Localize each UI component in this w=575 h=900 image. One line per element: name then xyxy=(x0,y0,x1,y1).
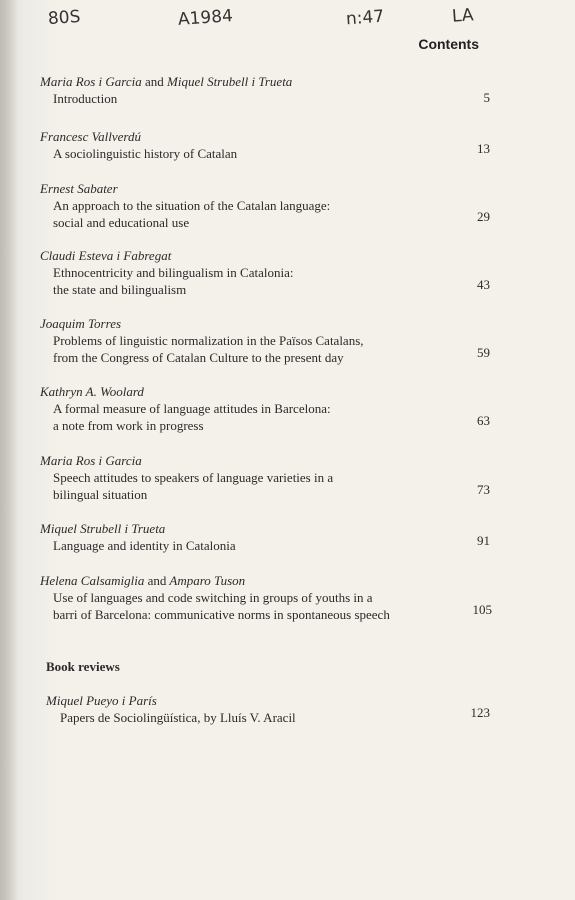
toc-entry xyxy=(40,315,490,366)
entry-authors: Maria Ros i Garcia xyxy=(40,453,142,468)
entry-authors: Kathryn A. Woolard xyxy=(40,384,144,399)
author-name: Amparo Tuson xyxy=(169,573,246,588)
entry-title-line: barri of Barcelona: communicative norms in spontaneous speech xyxy=(53,607,390,622)
entry-title-line: Use of languages and code switching in groups of youths in a xyxy=(53,590,373,605)
entry-title-line: from the Congress of Catalan Culture to the present day xyxy=(53,350,344,365)
author-name: Miquel Strubell i Trueta xyxy=(167,74,293,89)
entry-title-line: a note from work in progress xyxy=(53,418,204,433)
author-join: and xyxy=(144,74,164,89)
entry-title: A sociolinguistic history of Catalan xyxy=(53,146,238,161)
entry-title-line: Ethnocentricity and bilingualism in Catalonia: xyxy=(53,265,294,280)
entry-page-number: 91 xyxy=(477,533,490,548)
entry-authors: Claudi Esteva i Fabregat xyxy=(40,248,172,263)
toc-entry xyxy=(40,247,490,298)
entry-page-number: 59 xyxy=(477,345,490,360)
entry-authors: Miquel Strubell i Trueta xyxy=(40,521,166,536)
entry-authors: Ernest Sabater xyxy=(40,181,118,196)
toc-entry xyxy=(40,128,490,162)
entry-title: Language and identity in Catalonia xyxy=(53,538,236,553)
handwritten-note-4: LA xyxy=(451,5,475,27)
author-join: and xyxy=(147,573,167,588)
toc-entry xyxy=(40,383,490,434)
entry-page-number: 43 xyxy=(477,277,490,292)
toc-entry xyxy=(40,180,490,231)
book-reviews-heading: Book reviews xyxy=(46,659,120,674)
entry-page-number: 73 xyxy=(477,482,490,497)
entry-title-line: bilingual situation xyxy=(53,487,148,502)
toc-entry xyxy=(40,572,492,623)
entry-page-number: 63 xyxy=(477,413,490,428)
contents-heading: Contents xyxy=(418,36,479,52)
entry-title-line: A formal measure of language attitudes in Barcelona: xyxy=(53,401,331,416)
entry-authors: Joaquim Torres xyxy=(40,316,122,331)
entry-authors xyxy=(40,572,492,589)
entry-title: Introduction xyxy=(53,91,118,106)
entry-authors xyxy=(40,73,490,90)
entry-title-line: An approach to the situation of the Catalan language: xyxy=(53,198,331,213)
toc-entry xyxy=(40,73,490,107)
review-author: Miquel Pueyo i París xyxy=(46,693,157,708)
toc-entry xyxy=(40,520,490,554)
entry-title-line: Problems of linguistic normalization in the Països Catalans, xyxy=(53,333,364,348)
review-entry xyxy=(46,692,490,726)
review-page-number: 123 xyxy=(470,705,490,720)
entry-title-line: Speech attitudes to speakers of language varieties in a xyxy=(53,470,334,485)
handwritten-note-2: A1984 xyxy=(177,6,234,30)
author-name: Helena Calsamiglia xyxy=(40,573,145,588)
entry-title-line: the state and bilingualism xyxy=(53,282,187,297)
entry-page-number: 5 xyxy=(483,90,490,105)
book-spine-shadow xyxy=(0,0,18,900)
review-title: Papers de Sociolingüística, by Lluís V. Aracil xyxy=(60,710,296,725)
toc-entry xyxy=(40,452,490,503)
entry-page-number: 29 xyxy=(477,209,490,224)
handwritten-note-3: n:47 xyxy=(345,6,385,30)
entry-page-number: 13 xyxy=(477,141,490,156)
author-name: Maria Ros i Garcia xyxy=(40,74,142,89)
entry-page-number: 105 xyxy=(472,602,492,617)
entry-title-line: social and educational use xyxy=(53,215,190,230)
entry-authors: Francesc Vallverdú xyxy=(40,129,141,144)
handwritten-note-1: 80S xyxy=(47,6,82,30)
